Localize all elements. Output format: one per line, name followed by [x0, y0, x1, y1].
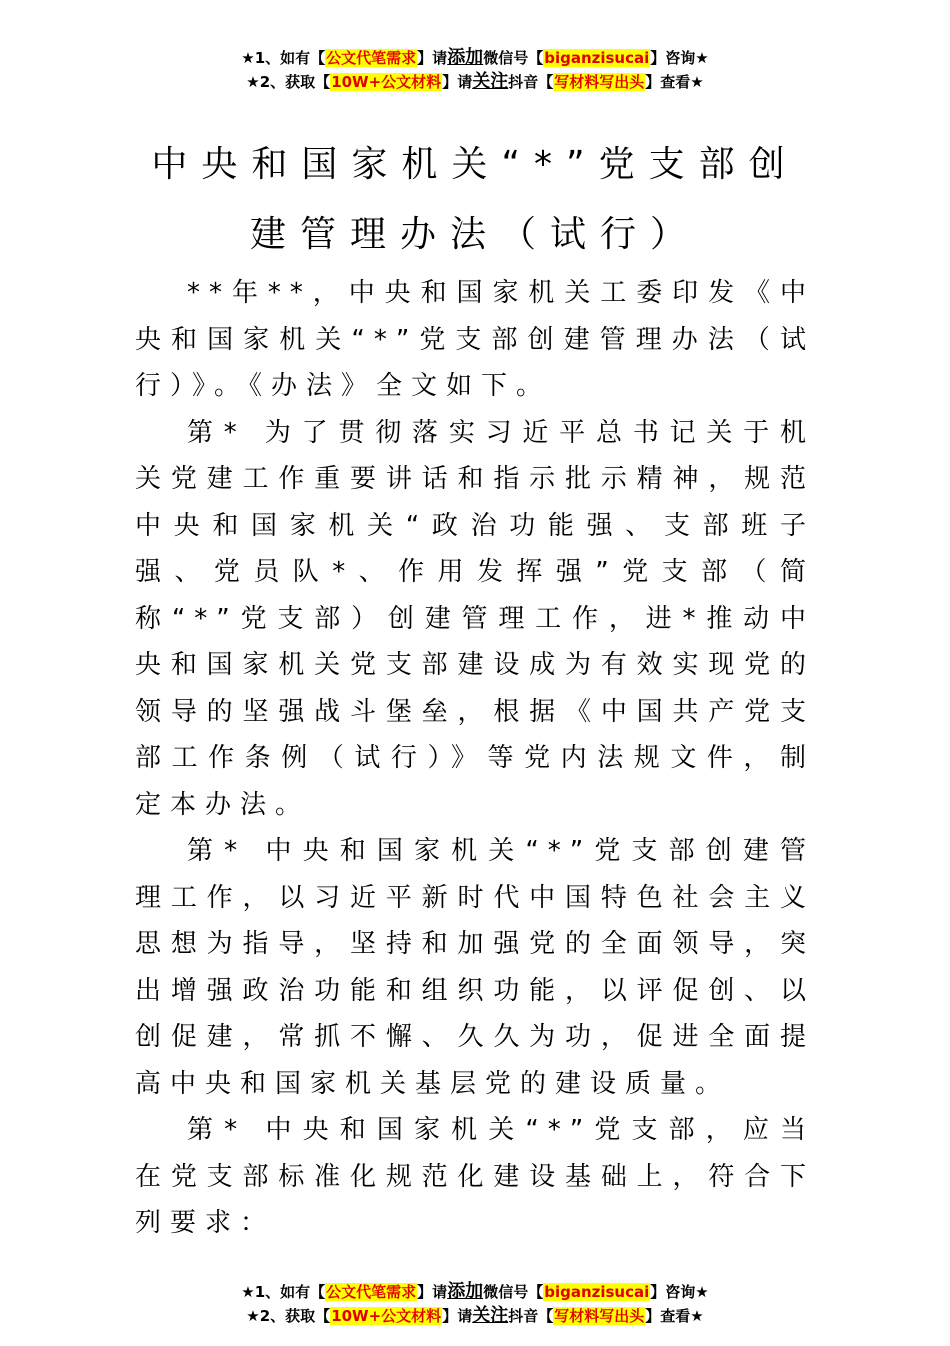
promo-text: ★1、如有【	[241, 49, 326, 67]
paragraph-article: 第* 为了贯彻落实习近平总书记关于机关党建工作重要讲话和指示批示精神，规范中央和国家机关“政治功能强、支部班子强、党员队*、作用发挥强”党支部（简称“*”党支部）创建管理工作，进*推动中央和国家机关党支部建设成为有效实现党的领导的坚强战斗堡垒，根据《中国共产党支部工作条例（试行）》等党内法规文件，制定本办法。	[135, 417, 815, 820]
promo-text: ★2、获取【	[246, 73, 331, 91]
promo-text: ★2、获取【	[246, 1307, 331, 1325]
promo-highlight-douyin: 写材料写出头	[554, 73, 645, 91]
promo-text: 】请	[417, 49, 448, 67]
promo-highlight-wechat-id: biganzisucai	[544, 1283, 650, 1301]
promo-emphasis: 添加	[447, 1281, 484, 1302]
paragraph-intro: **年**，中央和国家机关工委印发《中央和国家机关“*”党支部创建管理办法（试行）》。《办法》全文如下。	[135, 278, 815, 401]
document-body	[135, 270, 815, 1247]
promo-text: 抖音【	[508, 1307, 554, 1325]
promo-text: 】查看★	[645, 73, 704, 91]
promo-emphasis: 添加	[447, 47, 484, 68]
promo-line-1	[0, 1280, 950, 1304]
promo-text: 】咨询★	[650, 49, 709, 67]
promo-highlight: 公文代笔需求	[326, 49, 417, 67]
promo-highlight-wechat-id: biganzisucai	[544, 49, 650, 67]
paragraph-article: 第* 中央和国家机关“*”党支部创建管理工作，以习近平新时代中国特色社会主义思想为指导，坚持和加强党的全面领导，突出增强政治功能和组织功能，以评促创、以创促建，常抓不懈、久久为功，促进全面提高中央和国家机关基层党的建设质量。	[135, 836, 815, 1099]
promo-text: 抖音【	[508, 73, 554, 91]
promo-highlight-douyin: 写材料写出头	[554, 1307, 645, 1325]
promo-text: 】咨询★	[650, 1283, 709, 1301]
promo-line-1	[0, 46, 950, 70]
promo-highlight: 10W+公文材料	[331, 1307, 442, 1325]
promo-banner-bottom	[0, 1280, 950, 1328]
promo-text: 】请	[442, 1307, 473, 1325]
document-title-line-1: 中央和国家机关“*”党支部创	[151, 144, 799, 185]
promo-text: 微信号【	[483, 1283, 544, 1301]
promo-text: 】请	[442, 73, 473, 91]
promo-text: 】请	[417, 1283, 448, 1301]
document-title-line-2: 建管理办法（试行）	[249, 214, 700, 255]
promo-highlight: 公文代笔需求	[326, 1283, 417, 1301]
promo-highlight: 10W+公文材料	[331, 73, 442, 91]
paragraph-article: 第* 中央和国家机关“*”党支部，应当在党支部标准化规范化建设基础上，符合下列要求：	[135, 1115, 815, 1238]
promo-line-2	[0, 70, 950, 94]
promo-line-2	[0, 1304, 950, 1328]
promo-banner-top	[0, 46, 950, 94]
promo-text: 】查看★	[645, 1307, 704, 1325]
promo-emphasis: 关注	[472, 1305, 509, 1326]
promo-text: 微信号【	[483, 49, 544, 67]
promo-text: ★1、如有【	[241, 1283, 326, 1301]
promo-emphasis: 关注	[472, 71, 509, 92]
